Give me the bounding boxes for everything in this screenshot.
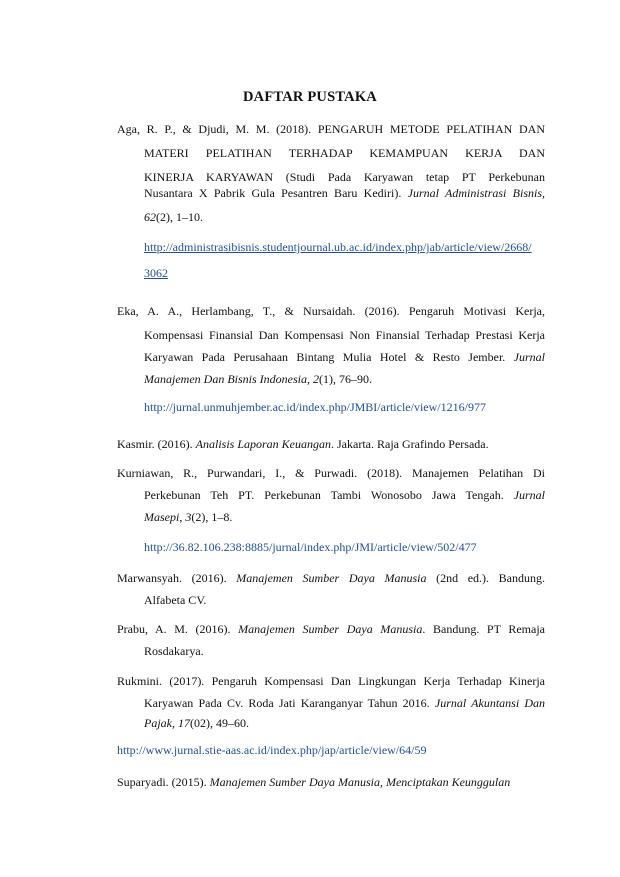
- ref-line: Masepi, 3(2), 1–8.: [144, 510, 233, 524]
- ref-line: Manajemen Dan Bisnis Indonesia, 2(1), 76–90.: [144, 372, 372, 386]
- ref-line: Alfabeta CV.: [144, 593, 207, 607]
- ref-line: MATERI PELATIHAN TERHADAP KEMAMPUAN KERJA DAN: [144, 146, 545, 160]
- ref-line: Karyawan Pada Perusahaan Bintang Mulia Hotel & Resto Jember. Jurnal: [144, 350, 546, 364]
- ref-line: Aga, R. P., & Djudi, M. M. (2018). PENGARUH METODE PELATIHAN DAN: [117, 122, 545, 136]
- ref-line: Karyawan Pada Cv. Roda Jati Karanganyar Tahun 2016. Jurnal Akuntansi Dan: [144, 696, 546, 710]
- ref-line: Kompensasi Finansial Dan Kompensasi Non Finansial Terhadap Prestasi Kerja: [144, 328, 545, 342]
- ref-line: Eka, A. A., Herlambang, T., & Nursaidah. (2016). Pengaruh Motivasi Kerja,: [117, 304, 545, 318]
- ref-line: Rukmini. (2017). Pengaruh Kompensasi Dan Lingkungan Kerja Terhadap Kinerja: [117, 674, 545, 688]
- reference-link[interactable]: http://www.jurnal.stie-aas.ac.id/index.php/jap/article/view/64/59: [117, 743, 427, 757]
- ref-line: Kurniawan, R., Purwandari, I., & Purwadi. (2018). Manajemen Pelatihan Di: [117, 466, 545, 480]
- ref-line: Marwansyah. (2016). Manajemen Sumber Daya Manusia (2nd ed.). Bandung.: [117, 571, 546, 585]
- reference-link[interactable]: http://36.82.106.238:8885/jurnal/index.php/JMI/article/view/502/477: [144, 540, 477, 554]
- reference-link[interactable]: http://jurnal.unmuhjember.ac.id/index.php/JMBI/article/view/1216/977: [144, 400, 486, 414]
- reference-kasmir: Kasmir. (2016). Analisis Laporan Keuangan. Jakarta. Raja Grafindo Persada.: [117, 437, 489, 451]
- page-title: DAFTAR PUSTAKA: [243, 89, 377, 105]
- ref-line: KINERJA KARYAWAN (Studi Pada Karyawan tetap PT Perkebunan: [144, 170, 545, 184]
- reference-link[interactable]: 3062: [144, 266, 168, 280]
- ref-line: 62(2), 1–10.: [144, 210, 203, 224]
- ref-line: Nusantara X Pabrik Gula Pesantren Baru Kediri). Jurnal Administrasi Bisnis,: [144, 186, 545, 200]
- ref-line: Prabu, A. M. (2016). Manajemen Sumber Daya Manusia. Bandung. PT Remaja: [117, 622, 545, 636]
- ref-line: Rosdakarya.: [144, 644, 204, 658]
- reference-link[interactable]: http://administrasibisnis.studentjournal.ub.ac.id/index.php/jab/article/view/2668/: [144, 240, 532, 254]
- reference-suparyadi: Suparyadi. (2015). Manajemen Sumber Daya Manusia, Menciptakan Keunggulan: [117, 775, 511, 789]
- ref-line: Pajak, 17(02), 49–60.: [144, 716, 249, 730]
- ref-line: Perkebunan Teh PT. Perkebunan Tambi Wonosobo Jawa Tengah. Jurnal: [144, 488, 546, 502]
